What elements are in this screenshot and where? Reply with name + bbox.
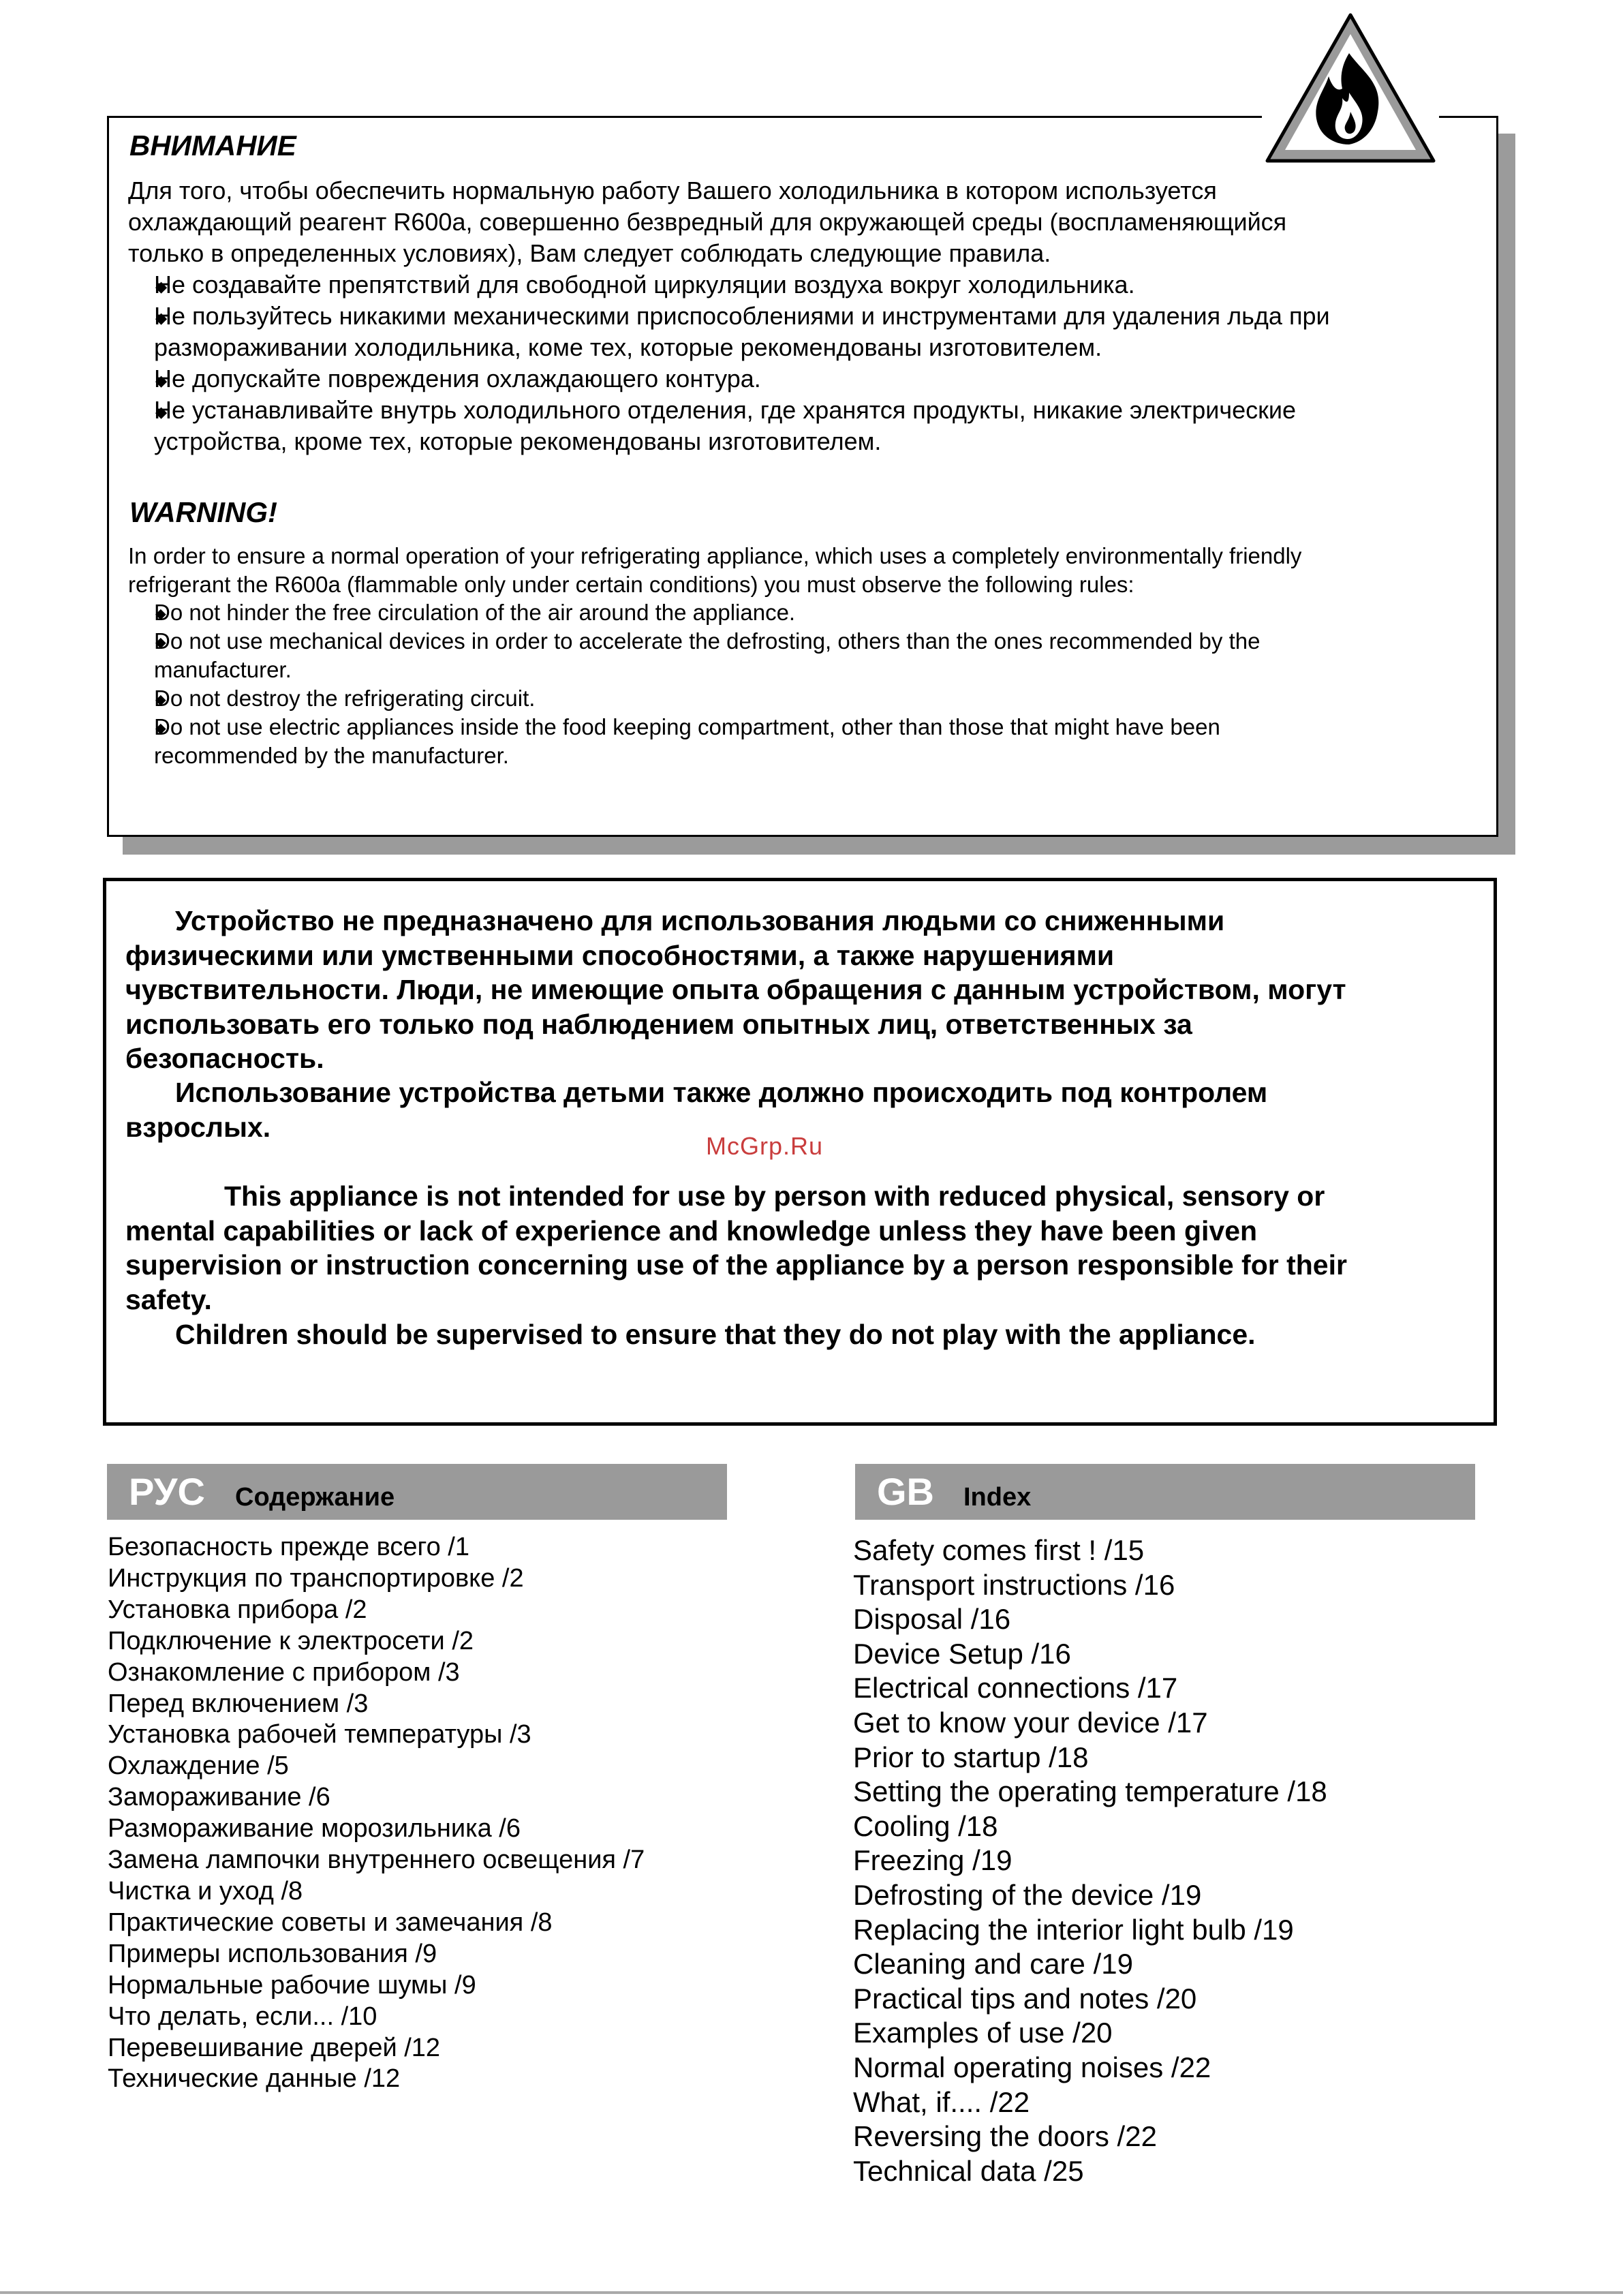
contents-item-gb[interactable]: Defrosting of the device /19 (853, 1878, 1202, 1911)
page-bottom-rule (0, 2291, 1623, 2294)
contents-item-gb[interactable]: Prior to startup /18 (853, 1741, 1089, 1773)
contents-item-gb[interactable]: Normal operating noises /22 (853, 2051, 1211, 2083)
contents-item-ru[interactable]: Перед включением /3 (108, 1689, 369, 1718)
warning-intro-en-line: In order to ensure a normal operation of your refrigerating appliance, which uses a completely environmentally friendly (128, 543, 1302, 568)
contents-item-gb[interactable]: Freezing /19 (853, 1844, 1013, 1877)
contents-item-ru[interactable]: Ознакомление с прибором /3 (108, 1657, 460, 1687)
warning-intro-ru-line: только в определенных условиях), Вам следует соблюдать следующие правила. (128, 239, 1051, 267)
warning-rule-en: ◆ Do not hinder the free circulation of the air around the appliance. (154, 598, 1260, 627)
contents-item-ru[interactable]: Примеры использования /9 (108, 1939, 437, 1968)
contents-item-ru[interactable]: Установка прибора /2 (108, 1595, 367, 1624)
contents-item-gb[interactable]: Cooling /18 (853, 1809, 998, 1842)
contents-item-gb[interactable]: Transport instructions /16 (853, 1568, 1175, 1601)
contents-code-gb: GB (877, 1470, 934, 1513)
warning-intro-ru-line: охлаждающий реагент R600a, совершенно безвредный для окружающей среды (воспламеняющийся (128, 208, 1287, 236)
warning-rule-en: ◆ Do not use mechanical devices in order to accelerate the defrosting, others than the ones recommended by the manufacturer. (154, 627, 1260, 684)
contents-item-gb[interactable]: Technical data /25 (853, 2154, 1084, 2187)
contents-item-ru[interactable]: Чистка и уход /8 (108, 1876, 303, 1905)
contents-item-gb[interactable]: Electrical connections /17 (853, 1672, 1178, 1704)
contents-list-gb (853, 1533, 1327, 2188)
contents-item-gb[interactable]: Device Setup /16 (853, 1637, 1071, 1670)
warning-title-ru: ВНИМАНИЕ (129, 129, 296, 162)
contents-item-gb[interactable]: Reversing the doors /22 (853, 2120, 1157, 2153)
notice-paragraph-en-2: Children should be supervised to ensure that they do not play with the appliance. (175, 1319, 1256, 1350)
warning-intro-en-line: refrigerant the R600a (flammable only under certain conditions) you must observe the following rules: (128, 572, 1134, 597)
warning-rules-ru (128, 269, 1330, 457)
contents-item-ru[interactable]: Замораживание /6 (108, 1783, 330, 1812)
contents-title-gb: Index (963, 1483, 1032, 1512)
contents-item-ru[interactable]: Инструкция по транспортировке /2 (108, 1563, 524, 1593)
contents-item-ru[interactable]: Нормальные рабочие шумы /9 (108, 1970, 476, 2000)
contents-item-ru[interactable]: Размораживание морозильника /6 (108, 1814, 521, 1843)
notice-paragraph-en-1: This appliance is not intended for use by person with reduced physical, sensory or mental capabilities or lack of experience and knowledge unless they have been given supervision or instruction concerning use of the appliance by a person responsible for their safety. (125, 1180, 1347, 1315)
contents-item-ru[interactable]: Безопасность прежде всего /1 (108, 1533, 469, 1561)
notice-paragraph-ru-1: Устройство не предназначено для использования людьми со сниженными физическими или умственными способностями, а также нарушениями чувствительности. Люди, не имеющие опыта обращения с данным устройством, могут использовать его только под наблюдением опытных лиц, ответственных за безопасность. (125, 905, 1346, 1074)
warning-rule-en: ◆ Do not destroy the refrigerating circuit. (154, 684, 1260, 713)
warning-rule-ru: ◆ Не пользуйтесь никакими механическими приспособлениями и инструментами для удаления льда при размораживании холодильника, коме тех, которые рекомендованы изготовителем. (154, 301, 1330, 363)
warning-rule-ru: ◆ Не допускайте повреждения охлаждающего контура. (154, 363, 1330, 395)
contents-item-ru[interactable]: Что делать, если... /10 (108, 2002, 377, 2031)
contents-item-ru[interactable]: Технические данные /12 (108, 2064, 401, 2094)
warning-rule-ru: ◆ Не устанавливайте внутрь холодильного отделения, где хранятся продукты, никакие электрические устройства, кроме тех, которые рекомендованы изготовителем. (154, 395, 1330, 457)
contents-item-ru[interactable]: Охлаждение /5 (108, 1751, 289, 1781)
contents-item-gb[interactable]: Get to know your device /17 (853, 1706, 1208, 1739)
warning-title-en: WARNING! (129, 496, 277, 528)
contents-item-gb[interactable]: Replacing the interior light bulb /19 (853, 1913, 1294, 1946)
contents-code-ru: РУС (129, 1470, 205, 1513)
contents-header-ru (107, 1464, 727, 1520)
contents-item-ru[interactable]: Практические советы и замечания /8 (108, 1908, 553, 1937)
contents-item-ru[interactable]: Подключение к электросети /2 (108, 1626, 474, 1655)
contents-title-ru: Содержание (235, 1483, 395, 1512)
contents-item-ru[interactable]: Перевешивание дверей /12 (108, 2033, 441, 2062)
warning-intro-ru-line: Для того, чтобы обеспечить нормальную работу Вашего холодильника в котором используется (128, 177, 1217, 204)
contents-item-gb[interactable]: Disposal /16 (853, 1603, 1011, 1636)
contents-item-ru[interactable]: Установка рабочей температуры /3 (108, 1720, 531, 1749)
contents-item-gb[interactable]: Setting the operating temperature /18 (853, 1775, 1327, 1808)
contents-item-ru[interactable]: Замена лампочки внутреннего освещения /7 (108, 1846, 645, 1875)
warning-rule-en: ◆ Do not use electric appliances inside the food keeping compartment, other than those that might have been recommended by the manufacturer. (154, 713, 1260, 770)
contents-item-gb[interactable]: Practical tips and notes /20 (853, 1982, 1197, 2015)
warning-rule-ru: ◆ Не создавайте препятствий для свободной циркуляции воздуха вокруг холодильника. (154, 269, 1330, 301)
warning-intro-en (128, 542, 1477, 599)
contents-list-ru (108, 1532, 645, 2095)
notice-paragraph-ru-2: Использование устройства детьми также должно происходить под контролем взрослых. (125, 1077, 1268, 1143)
warning-intro-ru (128, 175, 1477, 269)
contents-item-gb[interactable]: Cleaning and care /19 (853, 1948, 1133, 1980)
contents-item-gb[interactable]: What, if.... /22 (853, 2085, 1030, 2118)
contents-item-gb[interactable]: Examples of use /20 (853, 2017, 1113, 2049)
contents-item-gb[interactable]: Safety comes first ! /15 (853, 1534, 1145, 1566)
warning-rules-en (128, 598, 1260, 770)
watermark-text: McGrp.Ru (706, 1132, 824, 1160)
flame-warning-triangle-icon (1262, 10, 1439, 166)
contents-header-gb (855, 1464, 1475, 1520)
